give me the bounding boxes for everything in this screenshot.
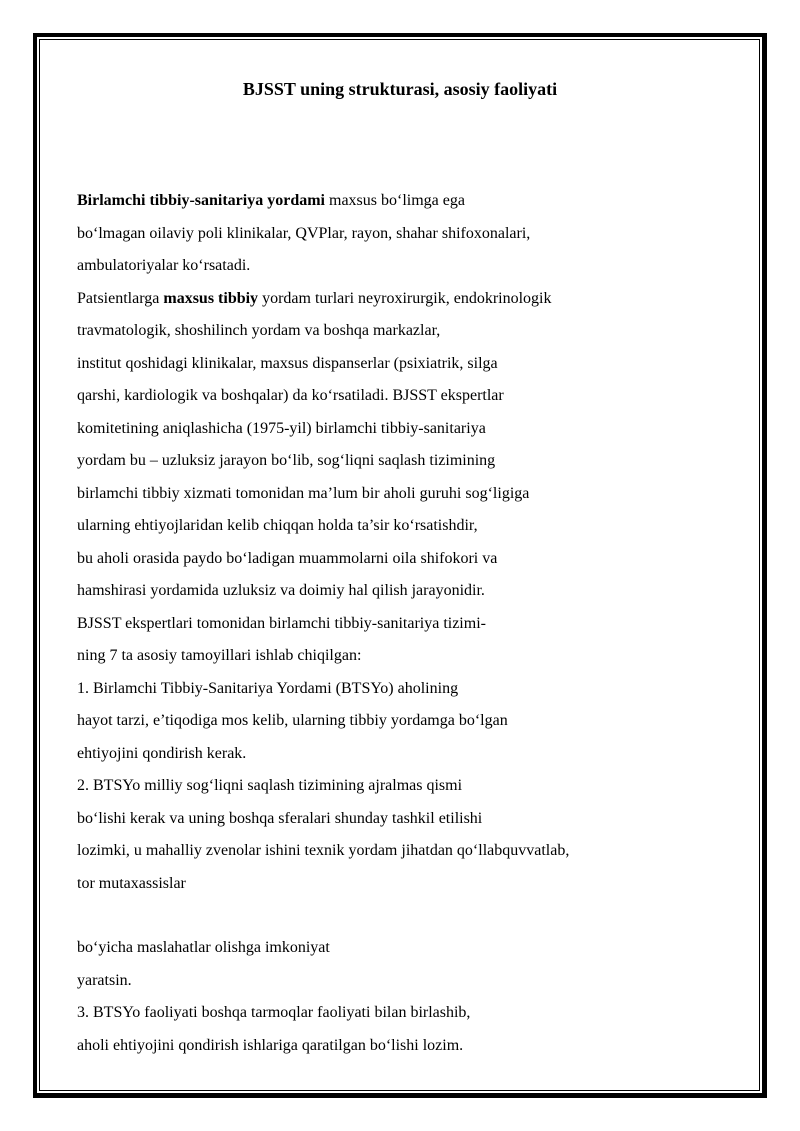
document-body [77,185,717,1062]
bold-term: maxsus tibbiy [163,289,259,307]
text-line: travmatologik, shoshilinch yordam va boshqa markazlar, [77,322,441,339]
text-line: hamshirasi yordamida uzluksiz va doimiy hal qilish jarayonidir. [77,582,485,599]
text-line: 2. BTSYo milliy sog‘liqni saqlash tizimining ajralmas qismi [77,777,463,794]
text-line: komitetining aniqlashicha (1975-yil) birlamchi tibbiy-sanitariya [77,419,486,437]
text-line: institut qoshidagi klinikalar, maxsus dispanserlar (psixiatrik, silga [77,354,498,372]
document-title: BJSST uning strukturasi, asosiy faoliyati [242,79,558,99]
text-line: qarshi, kardiologik va boshqalar) da ko‘rsatiladi. BJSST ekspertlar [77,387,504,404]
text-line: bu aholi orasida paydo bo‘ladigan muammolarni oila shifokori va [77,549,498,567]
text-line: lozimki, u mahalliy zvenolar ishini texnik yordam jihatdan qo‘llabquvvatlab, [77,842,570,859]
text-line: bo‘lishi kerak va uning boshqa sferalari shunday tashkil etilishi [77,809,483,827]
text-line: BJSST ekspertlari tomonidan birlamchi tibbiy-sanitariya tizimi- [77,614,486,632]
text-line: 3. BTSYo faoliyati boshqa tarmoqlar faoliyati bilan birlashib, [77,1004,471,1021]
blank-line [77,900,717,932]
text-line: ning 7 ta asosiy tamoyillari ishlab chiqilgan: [77,647,362,664]
text-line: ularning ehtiyojlaridan kelib chiqqan holda ta’sir ko‘rsatishdir, [77,517,478,534]
text-line: ehtiyojini qondirish kerak. [77,744,247,762]
text-line: yaratsin. [77,971,132,989]
text-line: bo‘yicha maslahatlar olishga imkoniyat [77,939,330,956]
text-line: bo‘lmagan oilaviy poli klinikalar, QVPlar, rayon, shahar shifoxonalari, [77,224,531,242]
text-line: ambulatoriyalar ko‘rsatadi. [77,257,251,274]
text-line: yordam bu – uzluksiz jarayon bo‘lib, sog‘liqni saqlash tizimining [77,452,496,469]
bold-term: Birlamchi tibbiy-sanitariya yordami [77,192,325,209]
text-line: aholi ehtiyojini qondirish ishlariga qaratilgan bo‘lishi lozim. [77,1036,464,1054]
text-line: Patsientlarga maxsus tibbiy yordam turlari neyroxirurgik, endokrinologik [77,289,552,307]
text-line: Birlamchi tibbiy-sanitariya yordami maxsus bo‘limga ega [77,192,465,209]
text-line: hayot tarzi, e’tiqodiga mos kelib, ularning tibbiy yordamga bo‘lgan [77,712,508,729]
text-line: birlamchi tibbiy xizmati tomonidan ma’lum bir aholi guruhi sog‘ligiga [77,484,530,502]
text-line: tor mutaxassislar [77,874,186,892]
text-line: 1. Birlamchi Tibbiy-Sanitariya Yordami (BTSYo) aholining [77,679,459,697]
